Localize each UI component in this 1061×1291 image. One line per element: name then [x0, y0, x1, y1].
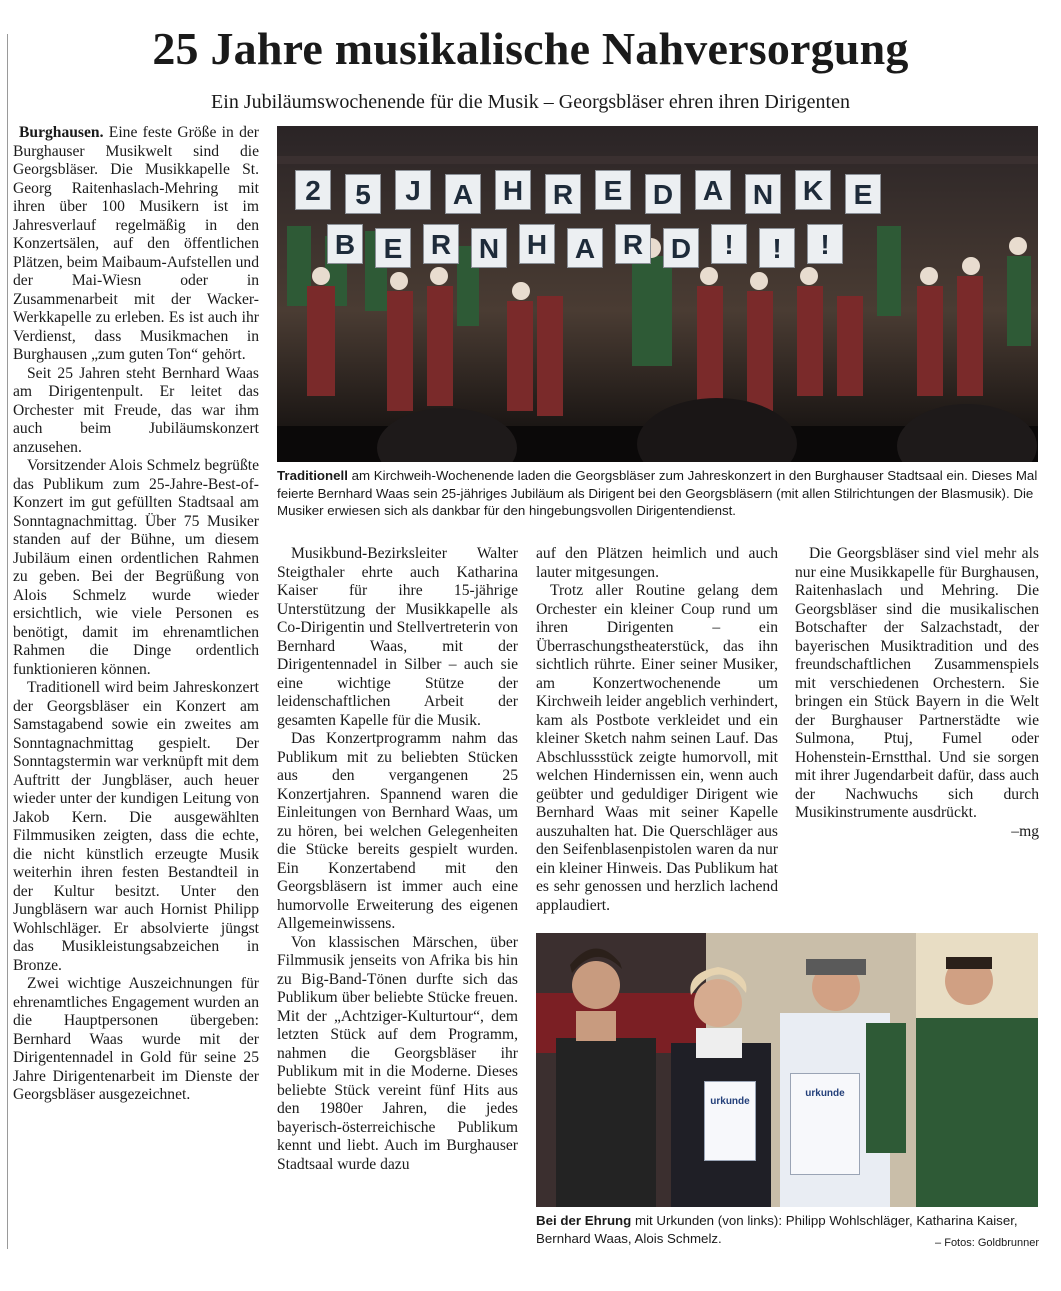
- certificate-bernhard-waas: urkunde: [790, 1073, 860, 1175]
- placard-letter: R: [615, 224, 651, 264]
- body-paragraph: Musikbund-Bezirksleiter Walter Steigthaler ehrte auch Katharina Kaiser für ihre 15-jährige Unterstützung der Musikkapelle als Co-Dirigentin und Stellvertreterin von Bernhard Waas, mit der Dirigentennadel in Silber – auch sie eine wichtige Stütze der leidenschaftlichen Arbeit der gesamten Kapelle für die Musik.: [277, 545, 518, 729]
- placard-letter: !: [759, 228, 795, 268]
- lead-paragraph: [13, 124, 259, 365]
- article-headline: 25 Jahre musikalische Nahversorgung: [152, 23, 909, 74]
- body-paragraph: auf den Plätzen heimlich und auch lauter mitgesungen.: [536, 545, 778, 581]
- concert-stage-photo: [277, 126, 1038, 462]
- body-paragraph: Das Konzertprogramm nahm das Publikum mit zu beliebten Stücken aus den vergangenen 25 Konzertjahren. Spannend waren die Einleitungen von Bernhard Waas, um zu hören, bei welchen Gelegenheiten die Stücke bereits gespielt wurden. Ein Konzertabend mit den Georgsbläsern ist immer auch eine humorvolle Erweiterung des eigenen Allgemeinwissens.: [277, 730, 518, 932]
- placard-letter: J: [395, 170, 431, 210]
- placard-letter: H: [495, 170, 531, 210]
- stage-photo-caption: [277, 467, 1039, 520]
- honoring-ceremony-illustration: [536, 933, 1038, 1207]
- placard-letter: !: [807, 224, 843, 264]
- placard-letter: 5: [345, 174, 381, 214]
- caption-lead: Bei der Ehrung: [536, 1213, 632, 1228]
- placard-letter: R: [545, 174, 581, 214]
- body-paragraph: Von klassischen Märschen, über Filmmusik jenseits von Afrika bis hin zu Big-Band-Tönen durfte sich das Publikum über beliebte Stücke freuen. Mit der „Achtziger-Kulturtour“, dem letzten Stück auf dem Programm, nahmen die Georgsbläser ihr Publikum mit in die Moderne. Dieses beliebte Stück vereint fünf Hits aus den 1980er Jahren, die jedes bayerisch-österreichische Publikum kennt und liebt. Auch im Burghauser Stadtsaal wurde dazu: [277, 933, 518, 1173]
- placard-letter: D: [645, 174, 681, 214]
- body-paragraph: Zwei wichtige Auszeichnungen für ehrenamtliches Engagement wurden an die Hauptpersonen übergeben: Bernhard Waas wurde mit der Dirigentennadel in Gold für seine 25 Jahre Dirigentenarbeit im Dienste der Georgsbläser ausgezeichnet.: [13, 975, 259, 1103]
- caption-text: am Kirchweih-Wochenende laden die Georgsbläser zum Jahreskonzert in den Burghauser Stadtsaal ein. Dieses Mal feierte Bernhard Waas sein 25-jähriges Jubiläum als Dirigent bei den Georgsbläsern (mit allen Stilrichtungen der Blasmusik). Die Musiker erwiesen sich als dankbar für den hingebungsvollen Dirigentendienst.: [277, 468, 1038, 518]
- placard-letter: H: [519, 224, 555, 264]
- dateline: Burghausen.: [19, 124, 104, 141]
- placard-letter: N: [471, 228, 507, 268]
- placard-letter: B: [327, 224, 363, 264]
- placard-letter: A: [567, 228, 603, 268]
- placard-letter: D: [663, 228, 699, 268]
- caption-text: mit Urkunden (von links): Philipp Wohlschläger, Katharina Kaiser, Bernhard Waas, Alois Schmelz.: [536, 1213, 1018, 1246]
- article-column-2: [277, 545, 518, 1255]
- placard-letter: E: [845, 174, 881, 214]
- placard-letter: 2: [295, 170, 331, 210]
- placard-letter: R: [423, 224, 459, 264]
- placard-letter: A: [445, 174, 481, 214]
- certificate-katharina-kaiser: urkunde: [704, 1081, 756, 1161]
- body-paragraph: Traditionell wird beim Jahreskonzert der Georgsbläser ein Konzert am Samstagabend sowie ein zweites am Sonntagnachmittag gespielt. Der Sonntagstermin war verknüpft mit dem Auftritt der Jungbläser, auch heuer wieder unter der kundigen Leitung von Jakob Kern. Die ausgewählten Filmmusiken zeigten, dass die echte, die nicht künstlich erzeugte Musik weiterhin ihren festen Bestandteil in der Kultur besitzt. Unter den Jungbläsern war auch Hornist Philipp Wohlschläger. Er absolvierte jüngst das Musikleistungsabzeichen in Bronze.: [13, 679, 259, 974]
- author-signature: –mg: [1011, 822, 1039, 840]
- photo-credit: – Fotos: Goldbrunner: [935, 1237, 1039, 1249]
- placard-letter: E: [595, 170, 631, 210]
- placard-letter: K: [795, 170, 831, 210]
- placard-letter: E: [375, 228, 411, 268]
- article-column-3: [536, 545, 778, 930]
- honoring-ceremony-photo: [536, 933, 1038, 1207]
- body-paragraph: Seit 25 Jahren steht Bernhard Waas am Dirigentenpult. Er leitet das Orchester mit Freude, das war ihm auch beim Jubiläumskonzert anzusehen.: [13, 364, 259, 456]
- page-margin-line: [7, 34, 8, 1249]
- placard-letter: !: [711, 224, 747, 264]
- body-paragraph: Die Georgsbläser sind viel mehr als nur eine Musikkapelle für Burghausen, Raitenhaslach und Mehring. Die Georgsbläser sind die musikalischen Botschafter der Salzachstadt, der bayerischen Musiktradition und des freundschaftlichen Zusammenspiels mit verschiedenen Orchestern. Sie bringen ein Stück Bayern in die Welt der Burghauser Partnerstädte wie Sulmona, Ptuj, Fumel oder Hohenstein-Ernstthal. Und sie sorgen mit ihrer Jugendarbeit dafür, dass auch der Nachwuchs sich durch Musikinstrumente ausdrückt.: [795, 545, 1039, 821]
- placard-letter: N: [745, 174, 781, 214]
- article-column-4: [795, 545, 1039, 930]
- body-paragraph: Vorsitzender Alois Schmelz begrüßte das Publikum zum 25-Jahre-Best-of-Konzert im gut gefüllten Stadtsaal am Sonntagnachmittag. Über 75 Musiker standen auf der Bühne, um diesem Jubiläum einen ordentlichen Rahmen zu geben. Bei der Begrüßung von Alois Schmelz wurde wieder ersichtlich, wie viele Personen es benötigt, damit im ehrenamtlichen Rahmen die Dinge ordentlich funktionieren können.: [13, 457, 259, 678]
- placard-letter: A: [695, 170, 731, 210]
- body-paragraph: Trotz aller Routine gelang dem Orchester ein kleiner Coup rund um ihren Dirigenten – ein Überraschungstheaterstück, das ihn sichtlich rührte. Einer seiner Musiker, am Konzertwochenende um Kirchweih leider angeblich verhindert, kam als Postbote verkleidet und ein kleiner Sketch nahm seinen Lauf. Das Abschlussstück zeigte humorvoll, mit welchen Hindernissen ein, wenn auch geübter und geduldiger Dirigent wie Bernhard Waas mit seiner Kapelle auszuhalten hat. Die Querschläger aus den Seifenblasenpistolen waren da nur ein kleiner Hinweis. Das Publikum hat es sehr genossen und herzlich lachend applaudiert.: [536, 582, 778, 914]
- article-subheadline: Ein Jubiläumswochenende für die Musik – Georgsbläser ehren ihren Dirigenten: [211, 91, 850, 113]
- lead-text: Eine feste Größe in der Burghauser Musikwelt sind die Georgsbläser. Die Musikkapelle St. Georg Raitenhaslach-Mehring mit ihren über 100 Musikern ist im Jahresverlauf regelmäßig in den Konzertsälen, auf den öffentlichen Plätzen, beim Maibaum-Aufstellen und der Mai-Wiesn oder in Zusammenarbeit mit der Wacker-Werkkapelle zu erleben. Es ist auch ihr Verdienst, dass Musikmachen in Burghausen „zum guten Ton“ gehört.: [13, 124, 259, 363]
- caption-lead: Traditionell: [277, 468, 348, 483]
- article-column-1: [13, 124, 259, 1254]
